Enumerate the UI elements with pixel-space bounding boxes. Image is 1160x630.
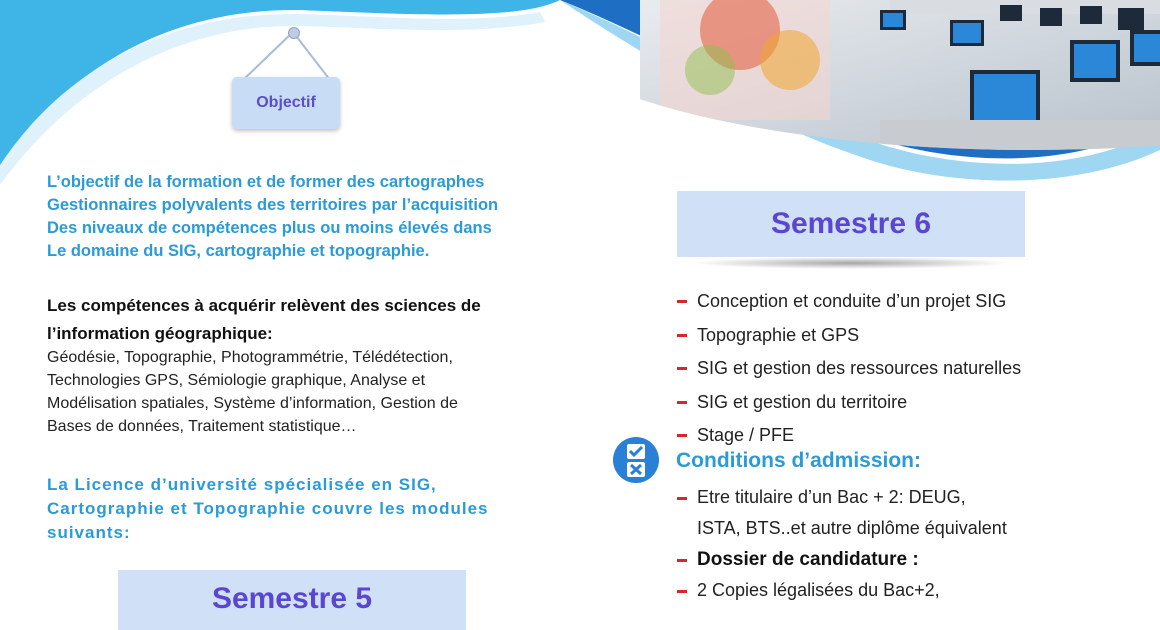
semestre-6-box — [677, 191, 1025, 257]
module-label: Topographie et GPS — [697, 324, 860, 345]
admission-label: ISTA, BTS..et autre diplôme équivalent — [697, 518, 1007, 538]
admission-list — [677, 482, 1157, 606]
semestre-6-title: Semestre 6 — [770, 207, 932, 240]
admission-label: 2 Copies légalisées du Bac+2, — [697, 580, 940, 600]
admission-item — [677, 482, 1157, 513]
module-item — [677, 419, 1147, 453]
module-label: SIG et gestion du territoire — [697, 391, 908, 412]
licence-line: Cartographie et Topographie couvre les modules — [47, 499, 489, 518]
checklist-icon-graphic — [613, 437, 659, 483]
sign-pin — [288, 27, 300, 39]
semestre-5-title: Semestre 5 — [211, 582, 373, 615]
admission-label: Etre titulaire d’un Bac + 2: DEUG, — [697, 487, 966, 507]
module-item — [677, 352, 1147, 386]
licence-paragraph — [47, 473, 607, 545]
competences-heading-line: Les compétences à acquérir relèvent des sciences de — [47, 296, 481, 315]
bullet-dash-icon — [677, 497, 687, 500]
admission-item — [677, 544, 1157, 575]
licence-line: La Licence d’université spécialisée en SIG, — [47, 475, 437, 494]
module-item — [677, 386, 1147, 420]
objective-line: L’objectif de la formation et de former des cartographes — [47, 173, 485, 191]
admission-item — [677, 575, 1157, 606]
objective-line: Des niveaux de compétences plus ou moins élevés dans — [47, 219, 492, 237]
module-label: SIG et gestion des ressources naturelles — [697, 358, 1022, 378]
competences-line: Technologies GPS, Sémiologie graphique, Analyse et — [47, 372, 426, 389]
checklist-icon — [613, 437, 659, 483]
semestre-5-box — [118, 570, 466, 630]
competences-heading-line: l’information géographique: — [47, 324, 273, 343]
semestre-6-modules — [677, 285, 1147, 453]
module-item — [677, 285, 1147, 319]
objective-line: Gestionnaires polyvalents des territoires par l’acquisition — [47, 196, 499, 214]
bullet-dash-icon — [677, 334, 687, 337]
bullet-dash-icon — [677, 590, 687, 593]
competences-line: Géodésie, Topographie, Photogrammétrie, Télédétection, — [47, 349, 453, 366]
licence-line: suivants: — [47, 523, 131, 542]
bullet-dash-icon — [677, 401, 687, 404]
objectif-sign — [232, 77, 340, 129]
bullet-dash-icon — [677, 559, 687, 562]
objective-line: Le domaine du SIG, cartographie et topographie. — [47, 242, 430, 260]
bullet-dash-icon — [677, 367, 687, 370]
bullet-dash-icon — [677, 300, 687, 303]
competences-heading — [47, 292, 607, 348]
semestre-6-shadow — [690, 257, 1012, 269]
competences-line: Bases de données, Traitement statistique… — [47, 418, 357, 435]
admission-title: Conditions d’admission: — [676, 449, 921, 472]
admission-label: Dossier de candidature : — [697, 549, 919, 570]
module-label: Stage / PFE — [697, 425, 795, 445]
objective-paragraph — [47, 171, 607, 263]
competences-body — [47, 346, 607, 438]
bullet-dash-icon — [677, 434, 687, 437]
module-label: Conception et conduite d’un projet SIG — [697, 291, 1007, 311]
admission-item-continued — [677, 513, 1157, 544]
competences-line: Modélisation spatiales, Système d’information, Gestion de — [47, 395, 458, 412]
objectif-label: Objectif — [256, 94, 316, 111]
module-item — [677, 319, 1147, 353]
